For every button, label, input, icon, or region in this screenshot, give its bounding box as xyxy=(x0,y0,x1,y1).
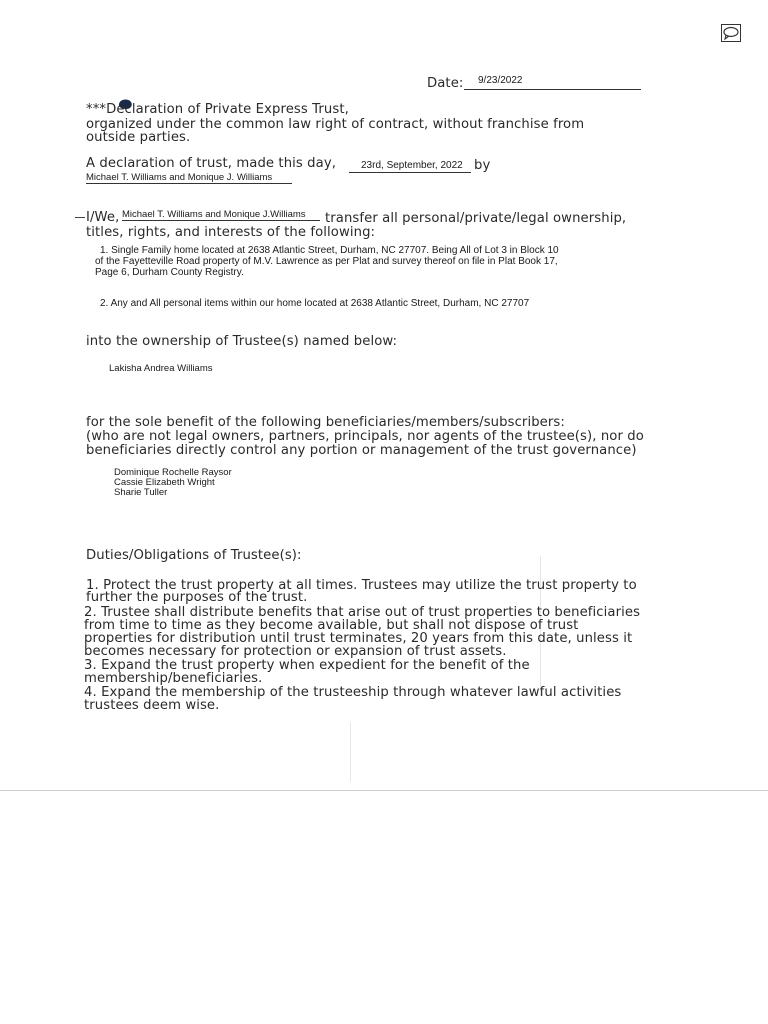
title-line-3: outside parties. xyxy=(86,130,191,145)
beneficiary-name: Sharie Tuller xyxy=(114,487,168,498)
property-item-2: 2. Any and All personal items within our home located at 2638 Atlantic Street, Durham, NC 27707 xyxy=(100,298,530,309)
beneficiaries-line-2: (who are not legal owners, partners, principals, nor agents of the trustee(s), nor do xyxy=(86,429,644,444)
scan-artifact xyxy=(350,722,351,782)
duty-line: properties for distribution until trust terminates, 20 years from this date, unless it xyxy=(84,631,633,646)
title-line-2: organized under the common law right of contract, without franchise from xyxy=(86,117,585,132)
declaration-names: Michael T. Williams and Monique J. Williams xyxy=(86,173,292,184)
declaration-suffix: by xyxy=(474,158,491,173)
transfer-names: Michael T. Williams and Monique J.Williams xyxy=(122,210,320,221)
duties-heading: Duties/Obligations of Trustee(s): xyxy=(86,548,302,563)
property-item-1-line-2: of the Fayetteville Road property of M.V. Lawrence as per Plat and survey thereof on file in Plat Book 17, xyxy=(95,256,558,267)
property-item-1-line-1: 1. Single Family home located at 2638 Atlantic Street, Durham, NC 27707. Being All of Lot 3 in Block 10 xyxy=(100,245,559,256)
property-item-1-line-3: Page 6, Durham County Registry. xyxy=(95,267,244,278)
transfer-prefix: I/We, xyxy=(86,210,120,225)
transfer-mark xyxy=(75,217,85,218)
date-label: Date: xyxy=(427,76,464,91)
beneficiaries-line-1: for the sole benefit of the following beneficiaries/members/subscribers: xyxy=(86,415,565,430)
duty-line: becomes necessary for protection or expansion of trust assets. xyxy=(84,644,507,659)
duty-line: from time to time as they become available, but shall not dispose of trust xyxy=(84,618,579,633)
trustee-name: Lakisha Andrea Williams xyxy=(109,363,213,374)
beneficiary-name: Dominique Rochelle Raysor xyxy=(114,467,232,478)
title-line-1: ***Declaration of Private Express Trust, xyxy=(86,102,349,117)
transfer-suffix: transfer all personal/private/legal ownership, xyxy=(325,211,627,226)
beneficiaries-line-3: beneficiaries directly control any portion or management of the trust governance) xyxy=(86,443,637,458)
duty-line: 1. Protect the trust property at all times. Trustees may utilize the trust property to xyxy=(86,578,637,593)
beneficiary-name: Cassie Elizabeth Wright xyxy=(114,477,215,488)
declaration-prefix: A declaration of trust, made this day, xyxy=(86,156,337,171)
transfer-line-2: titles, rights, and interests of the following: xyxy=(86,225,376,240)
page-edge xyxy=(0,790,768,791)
duty-line: further the purposes of the trust. xyxy=(86,590,308,605)
duty-line: membership/beneficiaries. xyxy=(84,671,263,686)
date-value: 9/23/2022 xyxy=(478,75,523,86)
duty-line: 4. Expand the membership of the trusteeship through whatever lawful activities xyxy=(84,685,622,700)
speech-bubble-icon xyxy=(721,24,741,42)
duty-line: 2. Trustee shall distribute benefits that arise out of trust properties to beneficiaries xyxy=(84,605,641,620)
trustee-heading: into the ownership of Trustee(s) named below: xyxy=(86,334,398,349)
declaration-day: 23rd, September, 2022 xyxy=(349,161,471,173)
duty-line: 3. Expand the trust property when expedient for the benefit of the xyxy=(84,658,530,673)
duty-line: trustees deem wise. xyxy=(84,698,220,713)
